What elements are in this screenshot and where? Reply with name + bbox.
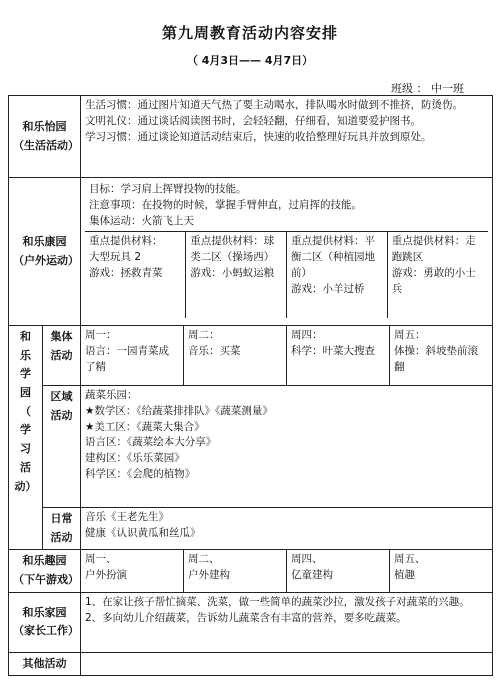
row-outdoor bbox=[9, 178, 493, 326]
life-line: 生活习惯：通过图片知道天气热了要主动喝水，排队喝水时做到不推挤，防烫伤。 bbox=[85, 99, 463, 111]
games-day-2: 周二、 户外建构 bbox=[184, 550, 287, 592]
other-label: 其他活动 bbox=[9, 652, 81, 676]
row-other bbox=[9, 652, 493, 676]
area-line: ★美工区：《蔬菜大集合》 bbox=[85, 420, 205, 433]
area-line: 蔬菜乐园： bbox=[85, 389, 138, 401]
class-label: 班级 ： 中一班 bbox=[391, 82, 464, 95]
outdoor-label: 和乐康园 （户外运动） bbox=[9, 178, 81, 326]
group-activity-label: 集体 活动 bbox=[43, 326, 81, 386]
outdoor-zone-2: 重点提供材料：球类二区（操场西） 游戏：小蚂蚁运粮 bbox=[186, 232, 287, 318]
outdoor-zone-4: 重点提供材料：走跑跳区 游戏：勇敢的小士兵 bbox=[391, 235, 476, 295]
other-content bbox=[81, 652, 493, 676]
group-day-4: 周四： 科学：叶菜大搜查 bbox=[287, 326, 390, 386]
outdoor-zone-3: 重点提供材料：平衡二区（种植园地前） 游戏：小羊过桥 bbox=[287, 232, 388, 318]
life-line: 文明礼仪：通过谈话阅读图书时，会轻轻翻，仔细看，知道要爱护图书。 bbox=[85, 114, 421, 127]
date-range: （ 4月3日—— 4月7日） bbox=[186, 54, 314, 67]
daily-activity-content bbox=[81, 508, 493, 550]
daily-activity-label: 日常 活动 bbox=[43, 508, 81, 550]
row-group-activity bbox=[9, 326, 493, 386]
group-day-2: 周二： 音乐：买菜 bbox=[184, 326, 287, 386]
outdoor-content bbox=[81, 178, 493, 326]
area-activity-content bbox=[81, 386, 493, 508]
home-line: 1、在家让孩子帮忙摘菜、洗菜，做一些简单的蔬菜沙拉，激发孩子对蔬菜的兴趣。 bbox=[85, 595, 470, 608]
games-day-5: 周五、 植趣 bbox=[390, 550, 493, 592]
page-title: 第九周教育活动内容安排 bbox=[161, 24, 338, 42]
home-line: 2、多向幼儿介绍蔬菜，告诉幼儿蔬菜含有丰富的营养，要多吃蔬菜。 bbox=[85, 611, 407, 624]
row-area-activity bbox=[9, 386, 493, 508]
group-day-1: 周一： 语言：一园青菜成了精 bbox=[81, 326, 184, 386]
group-day-5: 周五： 体操：斜坡垫前滚翻 bbox=[390, 326, 493, 386]
study-label: 和 乐 学 园 （ 学 习 活 动） bbox=[9, 326, 43, 550]
outdoor-zones bbox=[85, 232, 488, 318]
daily-line: 音乐《王老先生》 bbox=[85, 511, 169, 523]
games-day-4: 周四、 亿童建构 bbox=[287, 550, 390, 592]
area-line: 语言区：《蔬菜绘本大分享》 bbox=[85, 436, 217, 449]
row-games bbox=[9, 550, 493, 592]
home-label: 和乐家园 （家长工作） bbox=[9, 592, 81, 652]
area-line: 科学区：《会爬的植物》 bbox=[85, 467, 196, 480]
daily-line: 健康《认识黄瓜和丝瓜》 bbox=[85, 526, 201, 539]
life-label: 和乐怡园 （生活活动） bbox=[9, 96, 81, 178]
home-content bbox=[81, 592, 493, 652]
outdoor-line: 目标：学习肩上挥臂投物的技能。 bbox=[89, 183, 247, 195]
life-line: 学习习惯：通过谈论知道活动结束后，快速的收拾整理好玩具并放到原处。 bbox=[85, 130, 432, 143]
row-life bbox=[9, 96, 493, 178]
area-activity-label: 区域 活动 bbox=[43, 386, 81, 508]
row-home bbox=[9, 592, 493, 652]
area-line: 建构区：《乐乐菜园》 bbox=[85, 452, 185, 464]
games-label: 和乐趣园 （下午游戏） bbox=[9, 550, 81, 592]
schedule-table bbox=[8, 95, 493, 676]
outdoor-line: 注意事项：在投物的时候，掌握手臂伸直，过肩挥的技能。 bbox=[89, 198, 362, 211]
outdoor-zone-1: 重点提供材料： 大型玩具 2 游戏：拯救青菜 bbox=[85, 232, 186, 318]
outdoor-line: 集体运动：火箭飞上天 bbox=[89, 214, 194, 227]
games-day-1: 周一、 户外扮演 bbox=[81, 550, 184, 592]
area-line: ★数学区：《给蔬菜排排队》《蔬菜测量》 bbox=[85, 404, 273, 417]
row-daily-activity bbox=[9, 508, 493, 550]
life-content bbox=[81, 96, 493, 178]
